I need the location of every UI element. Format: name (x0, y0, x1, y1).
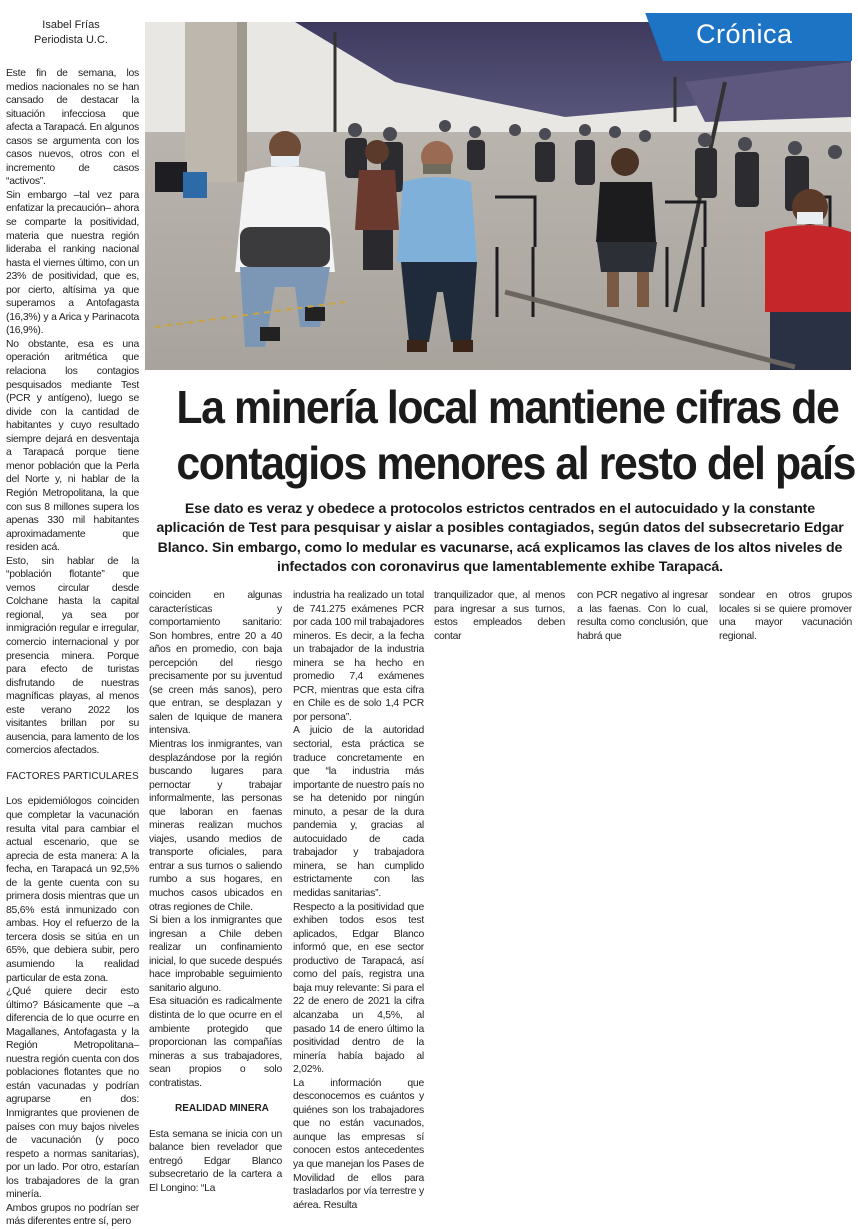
section-tag (632, 13, 852, 61)
headline-line-1: La minería local mantiene cifras de (176, 381, 839, 433)
paragraph: tranquilizador que, al menos para ingresar a sus turnos, estos empleados deben contar (434, 590, 565, 642)
paragraph: industria ha realizado un total de 741.275 exámenes PCR por cada 100 mil trabajadores mineros. Es decir, a la fecha un trabajador de la industria minera se ha hecho en promedio 7,4 exámenes PCR, mientras que esta cifra en Chile es de solo 1,4 PCR por persona”. (293, 590, 424, 723)
text-column-2 (149, 589, 282, 1196)
text-column-3 (293, 589, 424, 1212)
paragraph: Los epidemiólogos coinciden que completar la vacunación resulta vital para cambiar el actual escenario, que se aprecia de esta manera: A la fecha, en Tarapacá un 92,5% de la gente cuenta con su primera dosis mientras que un 85,6% está inmunizado con ambas. Hoy el refuerzo de la tercera dosis se sitúa en un 65%, que debiera subir, pero asumiendo la realidad particular de esta zona. (6, 796, 139, 984)
paragraph: Esto, sin hablar de la “población flotante” que vemos circular desde Colchane hasta la capital regional, ya sea por inmigración regular e irregular, comercio internacional y por presencia minera. Porque para efecto de turistas disfrutando de nuestras magníficas playas, al menos este verano 2022 los visitantes brillan por su ausencia, para lamento de los comercios afectados. (6, 555, 139, 757)
paragraph: coinciden en algunas características y comportamiento sanitario: Son hombres, entre 20 a 40 años en promedio, con baja percepción del riesgo precisamente por su juventud (se creen más sanos), pero que entran, se desplazan y salen de Iquique de manera intensiva. (149, 590, 282, 737)
text-column-5 (577, 589, 708, 643)
paragraph: ¿Qué quiere decir esto último? Básicamente que –a diferencia de lo que ocurre en Magallanes, Antofagasta y la Región Metropolitana– nuestra región cuenta con dos poblaciones flotantes que no están vacunadas y podrían agruparse en dos: Inmigrantes que provienen de países con muy bajos niveles de vacunación (y poco respeto a normas sanitarias), por un lado. Por otro, estarían los trabajadores de la gran minería. (6, 986, 139, 1201)
paragraph: Sin embargo –tal vez para enfatizar la precaución– ahora se comparte la positividad, materia que nuestra región lideraba el ranking nacional hasta el viernes último, con un 23% de positividad, que es, por cierto, altísima ya que superamos a Antofagasta (16,3%) y a Arica y Parinacota (16,9%). (6, 189, 139, 337)
paragraph: La información que desconocemos es cuántos y quiénes son los trabajadores que no están vacunados, aunque las empresas sí conocen estos antecedentes ya que manejan los Pases de Movilidad de ellos para trasladarlos por vía terrestre y aérea. Resulta (293, 1077, 424, 1211)
paragraph: Mientras los inmigrantes, van desplazándose por la región buscando lugares para pernoctar y trabajar informalmente, las personas que laboran en faenas mineras realizan muchos viajes, usando medios de transporte oficiales, para entrar a sus turnos o saliendo rumbo a sus hogares, en muchos casos ubicados en otras regiones de Chile. (149, 739, 282, 913)
paragraph: Ambos grupos no podrían ser más diferentes entre sí, pero (6, 1202, 139, 1228)
paragraph: sondear en otros grupos locales si se quiere promover una mayor vacunación regional. (719, 590, 852, 642)
paragraph: Si bien a los inmigrantes que ingresan a Chile deben realizar un confinamiento inicial, lo que sucede después hace improbable seguimiento sanitario alguno. (149, 915, 282, 994)
text-column-1 (6, 67, 139, 1229)
photo-illustration (145, 22, 851, 370)
subheading: FACTORES PARTICULARES (6, 770, 139, 782)
paragraph: con PCR negativo al ingresar a las faenas. Con lo cual, resulta como conclusión, que habrá que (577, 590, 708, 642)
section-label: Crónica (696, 19, 793, 49)
paragraph: Esa situación es radicalmente distinta de lo que ocurre en el ambiente protegido que proporcionan las compañías mineras a sus trabajadores, sean propios o solo contratistas. (149, 996, 282, 1089)
paragraph: No obstante, esa es una operación aritmética que relaciona los contagios pesquisados mediante Test (PCR y antígeno), luego se divide con la cantidad de habitantes y cuyo resultado siempre dejará en desventaja a Tarapacá porque tiene menor población que la Perla del Norte y, ni hablar de la Región Metropolitana, la que con sus 8 millones supera los apenas 330 mil habitantes aproximadamente que residen acá. (6, 338, 139, 554)
byline (6, 18, 136, 48)
lead-paragraph: Ese dato es veraz y obedece a protocolos estrictos centrados en el autocuidado y la constante aplicación de Test para pesquisar y aislar a posibles contagiados, según datos del subsecretario Edgar Blanco. Sin embargo, como lo medular es vacunarse, acá explicamos las claves de los altos niveles de infectados con coronavirus que lamentablemente exhibe Tarapacá. (156, 501, 844, 576)
paragraph: Respecto a la positividad que exhiben todos esos test aplicados, Edgar Blanco informó que, en ese sector productivo de Tarapacá, así como del país, registra una baja muy relevante: Si para el 22 de enero de 2021 la cifra alcanzaba un 4,5%, al pasado 14 de enero último la positividad dentro de la minería había bajado al 2,02%. (293, 901, 424, 1076)
paragraph: Esta semana se inicia con un balance bien revelador que entregó Edgar Blanco subsecretario de la cartera a El Longino: “La (149, 1128, 282, 1194)
paragraph: Este fin de semana, los medios nacionales no se han cansado de destacar la situación infecciosa que afecta a Tarapacá. En algunos casos se argumenta con los casos nuevos, otros con el incremento de casos “activos”. (6, 68, 139, 188)
text-column-4 (434, 589, 565, 643)
text-column-6 (719, 589, 852, 643)
author-role: Periodista U.C. (34, 34, 108, 46)
subheading: REALIDAD MINERA (175, 1103, 269, 1115)
headline (176, 379, 856, 491)
article-photo (145, 22, 851, 370)
author-name: Isabel Frías (42, 19, 100, 31)
headline-line-2: contagios menores al resto del país (176, 437, 856, 489)
paragraph: A juicio de la autoridad sectorial, esta práctica se traduce concretamente en que “la industria más importante de nuestro país no se ha detenido por ningún minuto, a pesar de la dura pandemia y, gracias al autocuidado de cada trabajador y trabajadora minera, se han cumplido estrictamente con las medidas sanitarias”. (293, 725, 424, 900)
